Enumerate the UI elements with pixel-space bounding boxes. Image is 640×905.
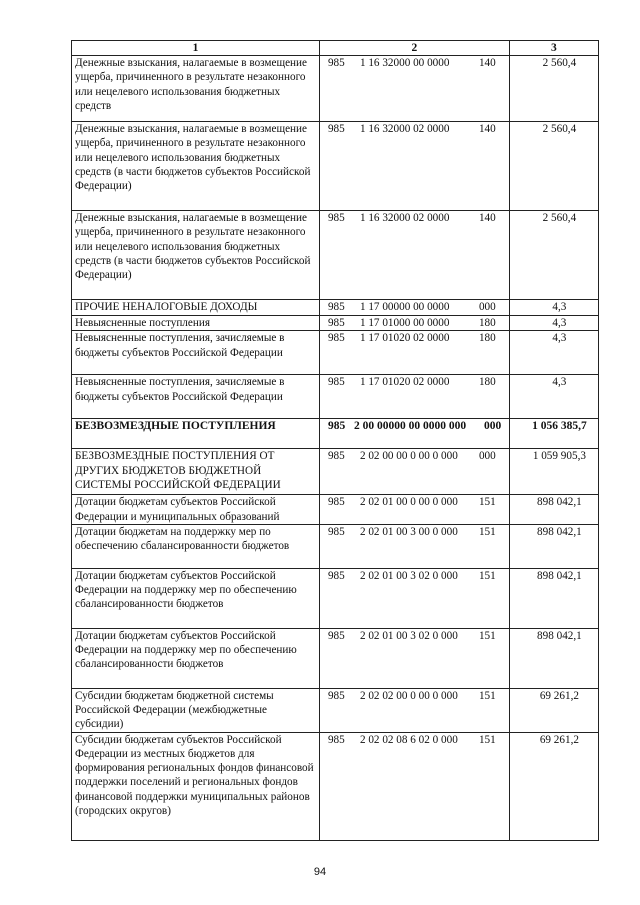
row-admin-code: 985	[327, 123, 345, 136]
table-row	[72, 568, 599, 628]
row-admin-code: 985	[327, 317, 345, 330]
row-admin-code: 985	[327, 733, 345, 746]
table-row	[72, 316, 599, 331]
row-name: БЕЗВОЗМЕЗДНЫЕ ПОСТУПЛЕНИЯ	[72, 419, 320, 449]
row-code	[319, 56, 509, 122]
row-kbk-code: 2 02 02 00 0 00 0 000	[359, 689, 458, 702]
row-kosgu-code: 180	[478, 317, 496, 330]
row-code	[319, 732, 509, 840]
row-sum: 4,3	[509, 316, 598, 331]
row-kbk-code: 2 02 01 00 3 00 0 000	[359, 525, 458, 538]
row-admin-code: 985	[327, 376, 345, 389]
row-admin-code: 985	[327, 420, 346, 433]
row-sum: 898 042,1	[509, 495, 598, 524]
row-kosgu-code: 151	[478, 525, 496, 538]
row-code	[319, 688, 509, 732]
row-admin-code: 985	[327, 629, 345, 642]
row-kosgu-code: 151	[478, 689, 496, 702]
row-kbk-code: 2 02 02 08 6 02 0 000	[359, 733, 458, 746]
budget-table	[71, 40, 599, 841]
row-name: Денежные взыскания, налагаемые в возмещение ущерба, причиненного в результате незаконного или нецелевого использования бюджетных средств (в части бюджетов субъектов Российской Федерации)	[72, 211, 320, 300]
row-admin-code: 985	[327, 57, 345, 70]
row-code	[319, 449, 509, 495]
row-kosgu-code: 151	[478, 496, 496, 509]
row-name: Субсидии бюджетам бюджетной системы Российской Федерации (межбюджетные субсидии)	[72, 688, 320, 732]
table-row	[72, 300, 599, 316]
row-name: ПРОЧИЕ НЕНАЛОГОВЫЕ ДОХОДЫ	[72, 300, 320, 316]
row-kbk-code: 2 02 01 00 3 02 0 000	[359, 569, 458, 582]
table-row	[72, 375, 599, 419]
header-col-3: 3	[509, 41, 598, 56]
table-row	[72, 628, 599, 688]
row-sum: 898 042,1	[509, 568, 598, 628]
row-kbk-code: 2 02 01 00 0 00 0 000	[359, 496, 458, 509]
row-code	[319, 568, 509, 628]
row-sum: 898 042,1	[509, 524, 598, 568]
row-kosgu-code: 151	[478, 733, 496, 746]
header-col-2: 2	[319, 41, 509, 56]
row-kbk-code: 1 17 00000 00 0000	[359, 301, 450, 314]
row-sum: 1 059 905,3	[509, 449, 598, 495]
row-sum: 4,3	[509, 300, 598, 316]
header-col-1: 1	[72, 41, 320, 56]
row-kosgu-code: 140	[478, 123, 496, 136]
row-code	[319, 628, 509, 688]
row-kbk-code: 2 02 00 00 0 00 0 000	[359, 450, 458, 463]
row-admin-code: 985	[327, 212, 345, 225]
row-admin-code: 985	[327, 450, 345, 463]
table-row	[72, 122, 599, 211]
row-name: Дотации бюджетам субъектов Российской Федерации и муниципальных образований	[72, 495, 320, 524]
row-code	[319, 122, 509, 211]
row-kosgu-code: 140	[478, 57, 496, 70]
row-code	[319, 419, 509, 449]
table-body	[72, 56, 599, 841]
row-kbk-code: 1 16 32000 00 0000	[359, 57, 450, 70]
row-name: Денежные взыскания, налагаемые в возмещение ущерба, причиненного в результате незаконного или нецелевого использования бюджетных средств	[72, 56, 320, 122]
row-sum: 4,3	[509, 375, 598, 419]
row-kbk-code: 1 16 32000 02 0000	[359, 212, 450, 225]
row-code	[319, 211, 509, 300]
row-name: Дотации бюджетам на поддержку мер по обеспечению сбалансированности бюджетов	[72, 524, 320, 568]
row-code	[319, 300, 509, 316]
row-kosgu-code: 140	[478, 212, 496, 225]
row-kbk-code: 2 00 00000 00 0000 000	[353, 420, 467, 433]
table-row	[72, 524, 599, 568]
row-code	[319, 375, 509, 419]
row-admin-code: 985	[327, 301, 345, 314]
table-row	[72, 211, 599, 300]
row-name: Денежные взыскания, налагаемые в возмещение ущерба, причиненного в результате незаконного или нецелевого использования бюджетных средств (в части бюджетов субъектов Российской Федерации)	[72, 122, 320, 211]
row-sum: 69 261,2	[509, 688, 598, 732]
row-kosgu-code: 000	[483, 420, 502, 433]
row-name: Невыясненные поступления, зачисляемые в бюджеты субъектов Российской Федерации	[72, 331, 320, 375]
row-code	[319, 331, 509, 375]
table-row	[72, 331, 599, 375]
row-sum: 1 056 385,7	[509, 419, 598, 449]
row-name: Невыясненные поступления, зачисляемые в бюджеты субъектов Российской Федерации	[72, 375, 320, 419]
row-kbk-code: 2 02 01 00 3 02 0 000	[359, 629, 458, 642]
row-name: Субсидии бюджетам субъектов Российской Федерации из местных бюджетов для формирования региональных фондов финансовой поддержки поселений и региональных фондов финансовой поддержки муниципальных районов (городских округов)	[72, 732, 320, 840]
row-sum: 2 560,4	[509, 56, 598, 122]
row-kosgu-code: 000	[478, 301, 496, 314]
table-row	[72, 419, 599, 449]
row-sum: 69 261,2	[509, 732, 598, 840]
row-admin-code: 985	[327, 496, 345, 509]
row-kbk-code: 1 16 32000 02 0000	[359, 123, 450, 136]
row-kosgu-code: 180	[478, 376, 496, 389]
row-kbk-code: 1 17 01020 02 0000	[359, 332, 450, 345]
row-sum: 4,3	[509, 331, 598, 375]
row-name: Невыясненные поступления	[72, 316, 320, 331]
table-row	[72, 56, 599, 122]
table-row	[72, 688, 599, 732]
row-admin-code: 985	[327, 332, 345, 345]
row-code	[319, 495, 509, 524]
row-code	[319, 316, 509, 331]
row-kbk-code: 1 17 01020 02 0000	[359, 376, 450, 389]
table-row	[72, 732, 599, 840]
row-admin-code: 985	[327, 525, 345, 538]
row-kbk-code: 1 17 01000 00 0000	[359, 317, 450, 330]
header-row	[72, 41, 599, 56]
row-sum: 2 560,4	[509, 211, 598, 300]
row-kosgu-code: 151	[478, 569, 496, 582]
table-row	[72, 495, 599, 524]
row-kosgu-code: 180	[478, 332, 496, 345]
table-row	[72, 449, 599, 495]
row-admin-code: 985	[327, 689, 345, 702]
row-name: Дотации бюджетам субъектов Российской Федерации на поддержку мер по обеспечению сбалансированности бюджетов	[72, 628, 320, 688]
row-kosgu-code: 000	[478, 450, 496, 463]
row-name: Дотации бюджетам субъектов Российской Федерации на поддержку мер по обеспечению сбалансированности бюджетов	[72, 568, 320, 628]
row-kosgu-code: 151	[478, 629, 496, 642]
row-admin-code: 985	[327, 569, 345, 582]
row-sum: 898 042,1	[509, 628, 598, 688]
page-number: 94	[313, 866, 327, 878]
row-code	[319, 524, 509, 568]
row-sum: 2 560,4	[509, 122, 598, 211]
row-name: БЕЗВОЗМЕЗДНЫЕ ПОСТУПЛЕНИЯ ОТ ДРУГИХ БЮДЖЕТОВ БЮДЖЕТНОЙ СИСТЕМЫ РОССИЙСКОЙ ФЕДЕРАЦИИ	[72, 449, 320, 495]
